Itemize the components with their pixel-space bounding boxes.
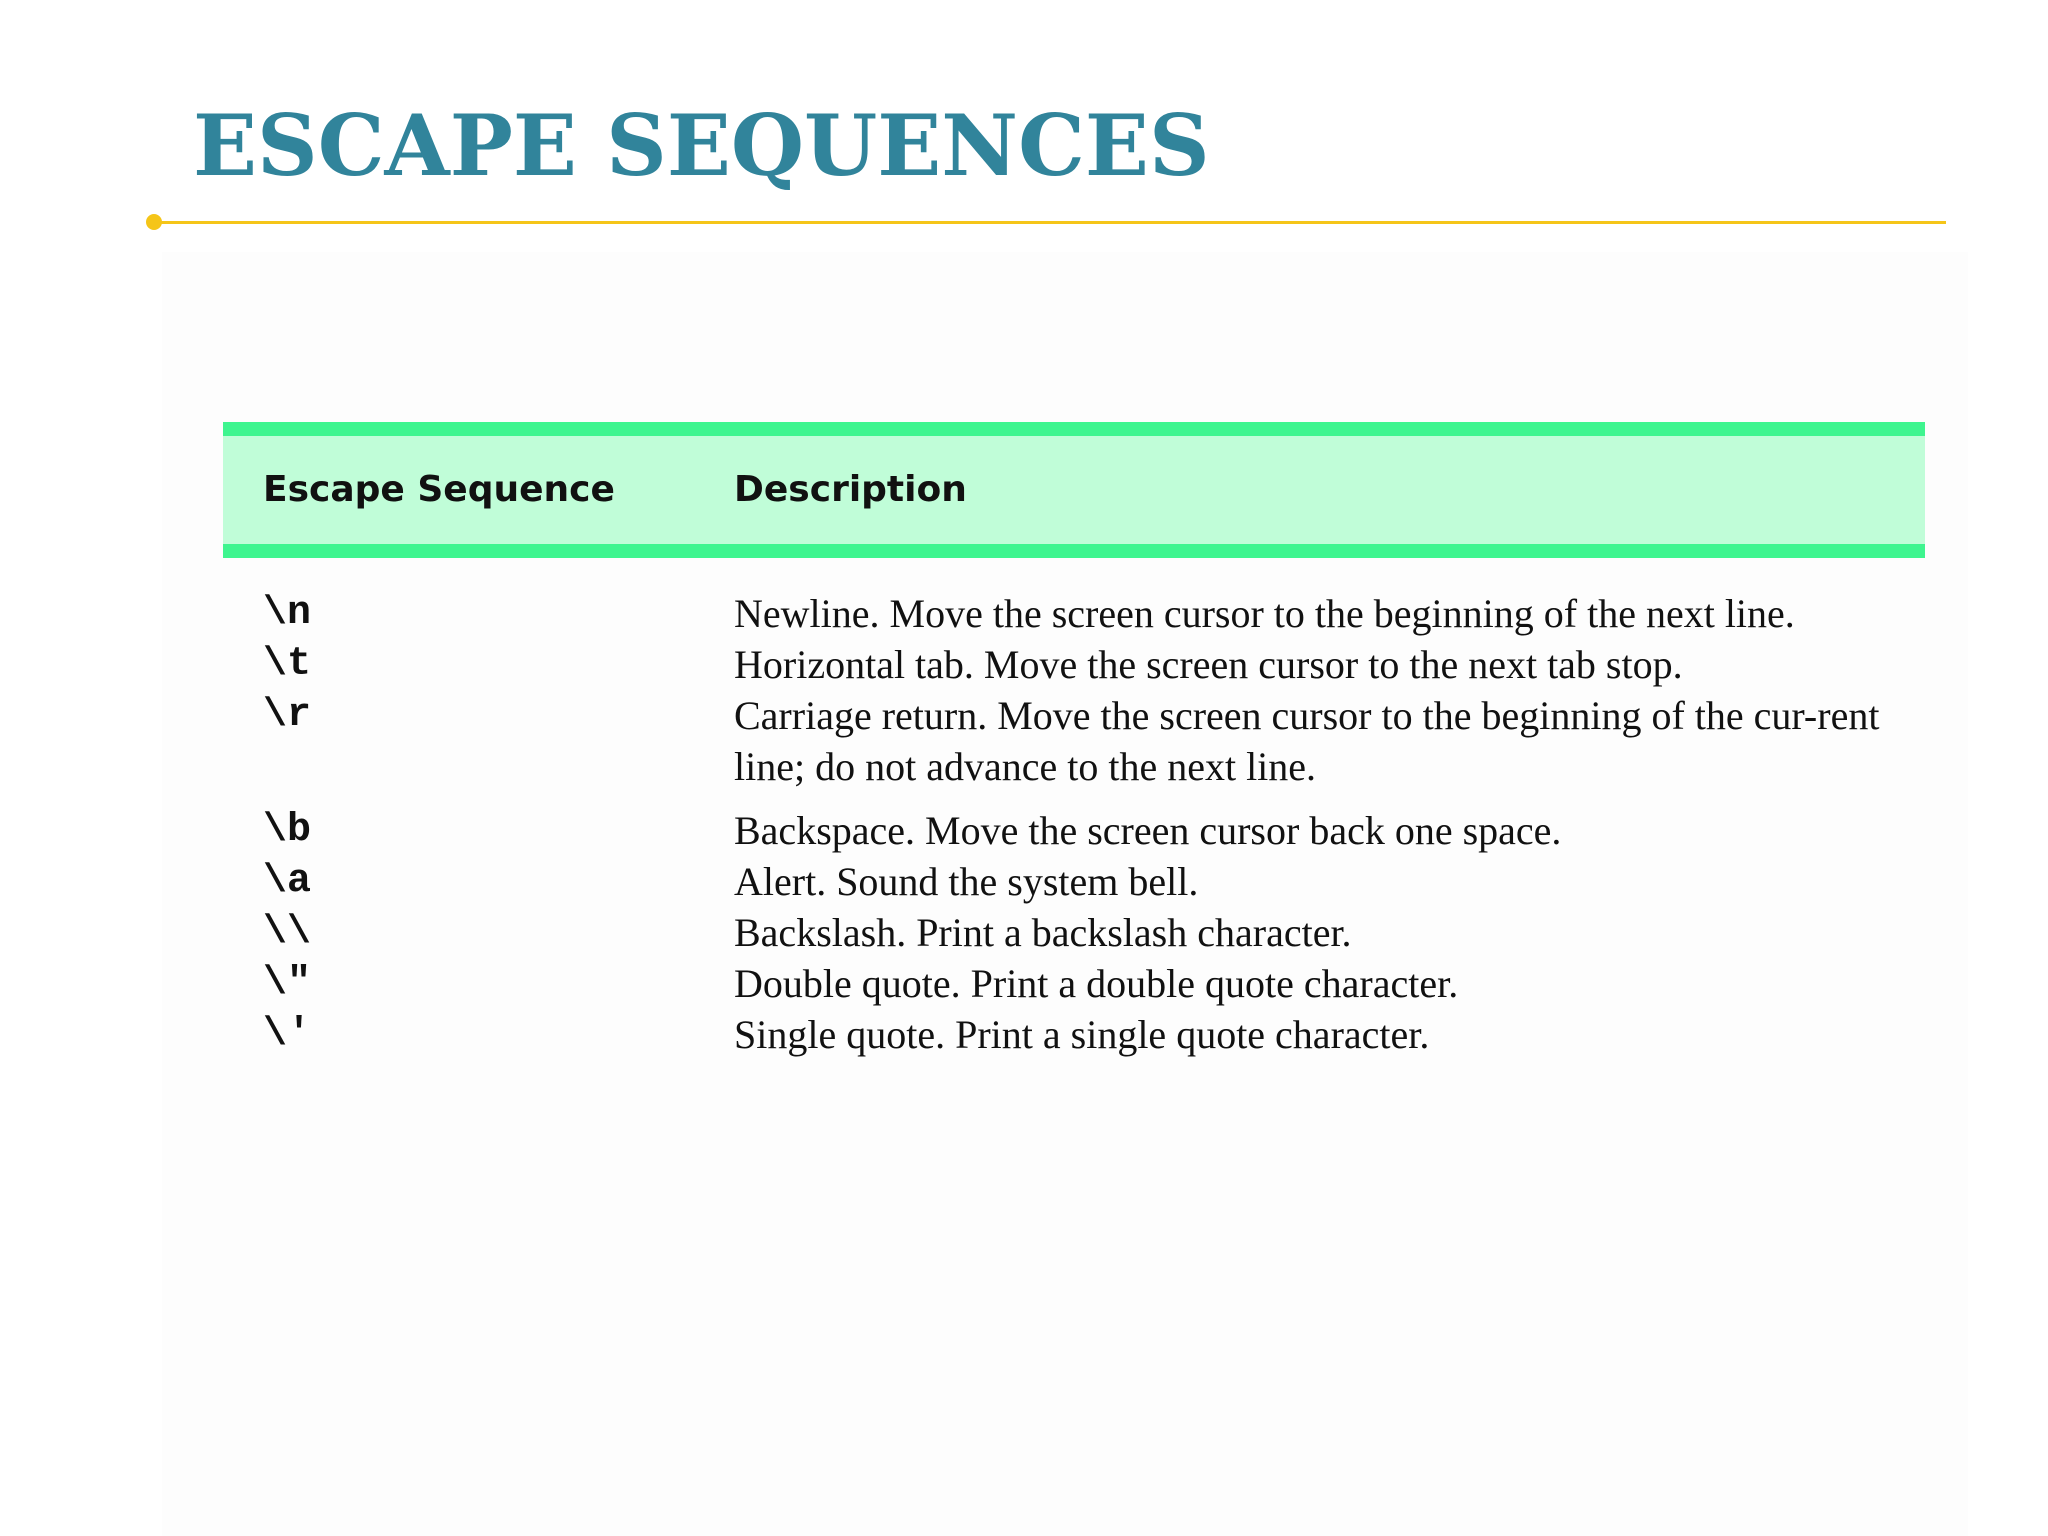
header-description: Description: [734, 469, 967, 510]
description-cell: Alert. Sound the system bell.: [734, 859, 1199, 904]
table-row: [223, 805, 1925, 856]
description-cell: Carriage return. Move the screen cursor to the beginning of the cur-rent line; do not advance to the next line.: [734, 693, 1880, 789]
description-cell: Backslash. Print a backslash character.: [734, 910, 1352, 955]
table-row: [223, 856, 1925, 907]
escape-sequence-cell: \t: [263, 642, 312, 687]
description-cell: Backspace. Move the screen cursor back one space.: [734, 808, 1562, 853]
description-cell: Double quote. Print a double quote character.: [734, 961, 1459, 1006]
escape-sequence-cell: \a: [263, 859, 312, 904]
description-cell: Single quote. Print a single quote character.: [734, 1012, 1430, 1057]
table-row: [223, 690, 1925, 805]
table-row: [223, 958, 1925, 1009]
table-row: [223, 588, 1925, 639]
escape-sequence-cell: \r: [263, 693, 312, 738]
escape-sequence-cell: \n: [263, 591, 312, 636]
escape-sequence-cell: \': [263, 1012, 312, 1057]
header-escape-sequence: Escape Sequence: [263, 469, 615, 510]
table-header: [223, 422, 1925, 558]
escape-sequence-cell: \": [263, 961, 312, 1006]
table-body: [223, 588, 1925, 1060]
escape-sequence-table: [223, 422, 1925, 1060]
table-row: [223, 907, 1925, 958]
title-rule: [154, 221, 1946, 224]
table-row: [223, 1009, 1925, 1060]
table-row: [223, 639, 1925, 690]
escape-sequence-cell: \\: [263, 910, 312, 955]
page-title: ESCAPE SEQUENCES: [193, 96, 1210, 195]
escape-sequence-cell: \b: [263, 808, 312, 853]
description-cell: Horizontal tab. Move the screen cursor to the next tab stop.: [734, 642, 1683, 687]
description-cell: Newline. Move the screen cursor to the beginning of the next line.: [734, 591, 1795, 636]
